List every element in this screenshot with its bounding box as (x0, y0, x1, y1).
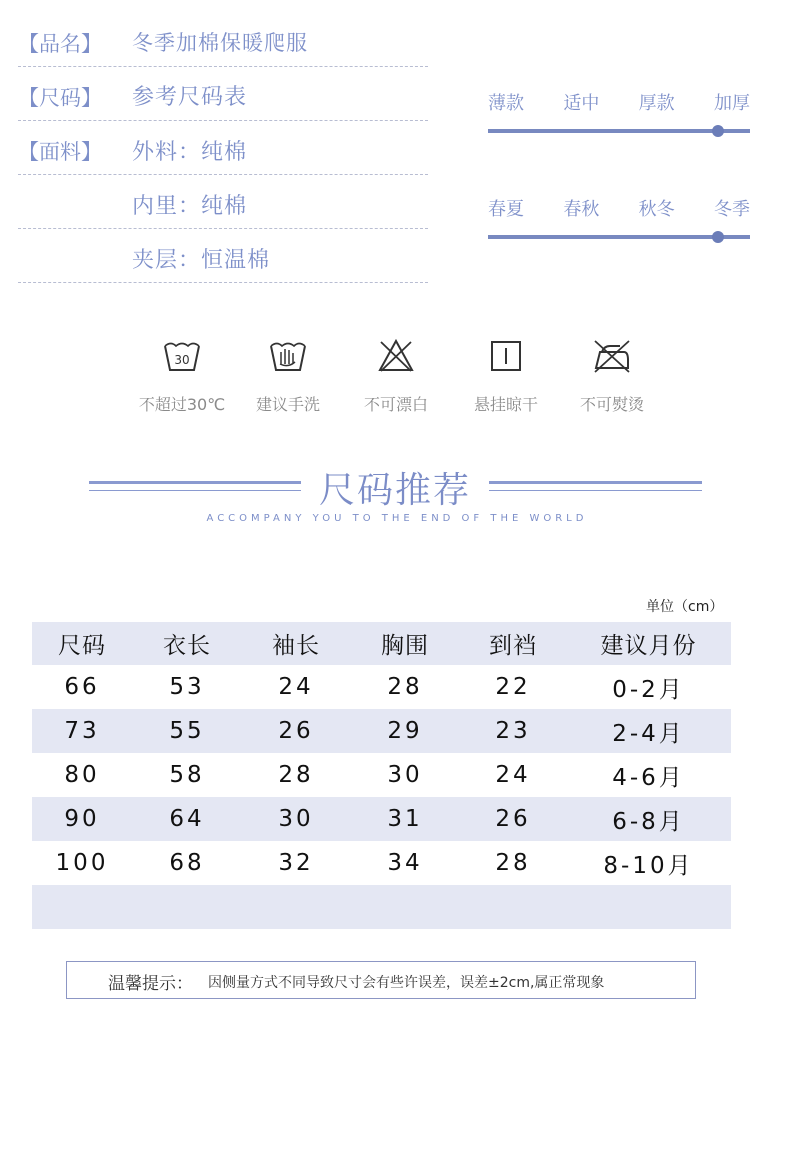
no-iron-icon (590, 338, 634, 374)
section-subtitle: ACCOMPANY YOU TO THE END OF THE WORLD (206, 513, 588, 524)
warm-tip-text: 因侧量方式不同导致尺寸会有些许误差，误差±2cm,属正常现象 (208, 975, 605, 991)
care-item-wash-30 (127, 338, 237, 415)
table-cell: 58 (169, 762, 205, 788)
info-value-filling: 夹层：恒温棉 (132, 248, 271, 273)
thickness-label-thick: 厚款 (638, 93, 675, 114)
table-cell: 2-4月 (612, 720, 685, 747)
table-cell: 28 (495, 850, 531, 876)
info-label-name: 【品名】 (18, 32, 102, 56)
table-row (32, 753, 731, 797)
table-header-row (32, 622, 731, 665)
season-label-autumn-winter: 秋冬 (638, 199, 675, 220)
table-cell: 32 (278, 850, 314, 876)
hang-dry-icon (486, 338, 526, 374)
info-row-fabric (18, 120, 428, 175)
season-label-spring-summer: 春夏 (488, 199, 524, 220)
unit-label: 单位（cm） (646, 599, 724, 615)
table-header-cell: 胸围 (381, 633, 429, 659)
season-label-spring-autumn: 春秋 (563, 199, 600, 220)
table-cell: 30 (278, 806, 314, 832)
thickness-label-extra-thick: 加厚 (713, 93, 750, 114)
table-cell: 24 (278, 674, 314, 700)
table-cell: 28 (387, 674, 423, 700)
table-cell: 24 (495, 762, 531, 788)
care-label-wash-30: 不超过30℃ (138, 395, 226, 414)
table-cell: 80 (64, 762, 100, 788)
no-bleach-icon (376, 338, 416, 374)
info-label-fabric: 【面料】 (18, 140, 102, 164)
table-cell: 28 (278, 762, 314, 788)
thickness-label-medium: 适中 (563, 93, 600, 114)
table-row (32, 841, 731, 885)
table-cell: 6-8月 (612, 808, 685, 835)
table-cell: 4-6月 (612, 764, 685, 791)
table-cell: 26 (495, 806, 531, 832)
size-table (32, 622, 731, 929)
table-row (32, 665, 731, 709)
table-row (32, 709, 731, 753)
table-cell: 26 (278, 718, 314, 744)
season-label-winter: 冬季 (713, 199, 750, 220)
table-cell: 55 (169, 718, 205, 744)
table-cell: 66 (64, 674, 100, 700)
table-cell: 68 (169, 850, 205, 876)
table-row-empty (32, 885, 731, 929)
info-label-size: 【尺码】 (18, 86, 102, 110)
info-value-outer: 外料：纯棉 (132, 140, 248, 165)
table-cell: 23 (495, 718, 531, 744)
section-title: 尺码推荐 (318, 470, 471, 511)
info-row-lining (18, 174, 428, 229)
table-cell: 90 (64, 806, 100, 832)
table-cell: 30 (387, 762, 423, 788)
thickness-scale (488, 89, 750, 133)
warm-tip-box (66, 961, 696, 999)
info-row-filling (18, 228, 428, 283)
thickness-scale-track (488, 129, 750, 133)
table-cell: 0-2月 (612, 676, 685, 703)
info-row-name (18, 12, 428, 67)
table-cell: 22 (495, 674, 531, 700)
hand-wash-icon (268, 338, 308, 374)
wash-30-icon-text: 30 (174, 353, 190, 367)
table-cell: 8-10月 (603, 852, 694, 879)
thickness-scale-marker (712, 125, 724, 137)
info-value-size: 参考尺码表 (132, 85, 248, 110)
season-scale (488, 195, 750, 239)
table-row (32, 797, 731, 841)
table-header-cell: 建议月份 (600, 633, 697, 659)
table-cell: 100 (55, 850, 109, 876)
table-cell: 53 (169, 674, 205, 700)
table-header-cell: 袖长 (272, 633, 320, 659)
care-label-hang-dry: 悬挂晾干 (473, 395, 538, 414)
table-cell: 73 (64, 718, 100, 744)
care-label-no-iron: 不可熨烫 (579, 395, 644, 414)
care-label-no-bleach: 不可漂白 (363, 395, 428, 414)
care-label-hand-wash: 建议手洗 (255, 395, 320, 414)
table-header-cell: 到裆 (489, 633, 537, 659)
table-header-cell: 尺码 (58, 633, 106, 659)
thickness-label-thin: 薄款 (488, 93, 524, 114)
info-value-name: 冬季加棉保暖爬服 (132, 31, 308, 55)
table-cell: 64 (169, 806, 205, 832)
wash-30-icon (162, 338, 202, 374)
info-row-size (18, 66, 428, 121)
care-item-no-bleach (341, 338, 451, 415)
table-cell: 29 (387, 718, 423, 744)
care-item-hand-wash (233, 338, 343, 415)
table-cell: 31 (387, 806, 423, 832)
season-scale-track (488, 235, 750, 239)
info-value-lining: 内里：纯棉 (132, 194, 248, 219)
care-item-no-iron (557, 338, 667, 415)
table-header-cell: 衣长 (163, 633, 211, 659)
season-scale-marker (712, 231, 724, 243)
table-cell: 34 (387, 850, 423, 876)
care-item-hang-dry (451, 338, 561, 415)
warm-tip-heading: 温馨提示： (108, 974, 193, 994)
